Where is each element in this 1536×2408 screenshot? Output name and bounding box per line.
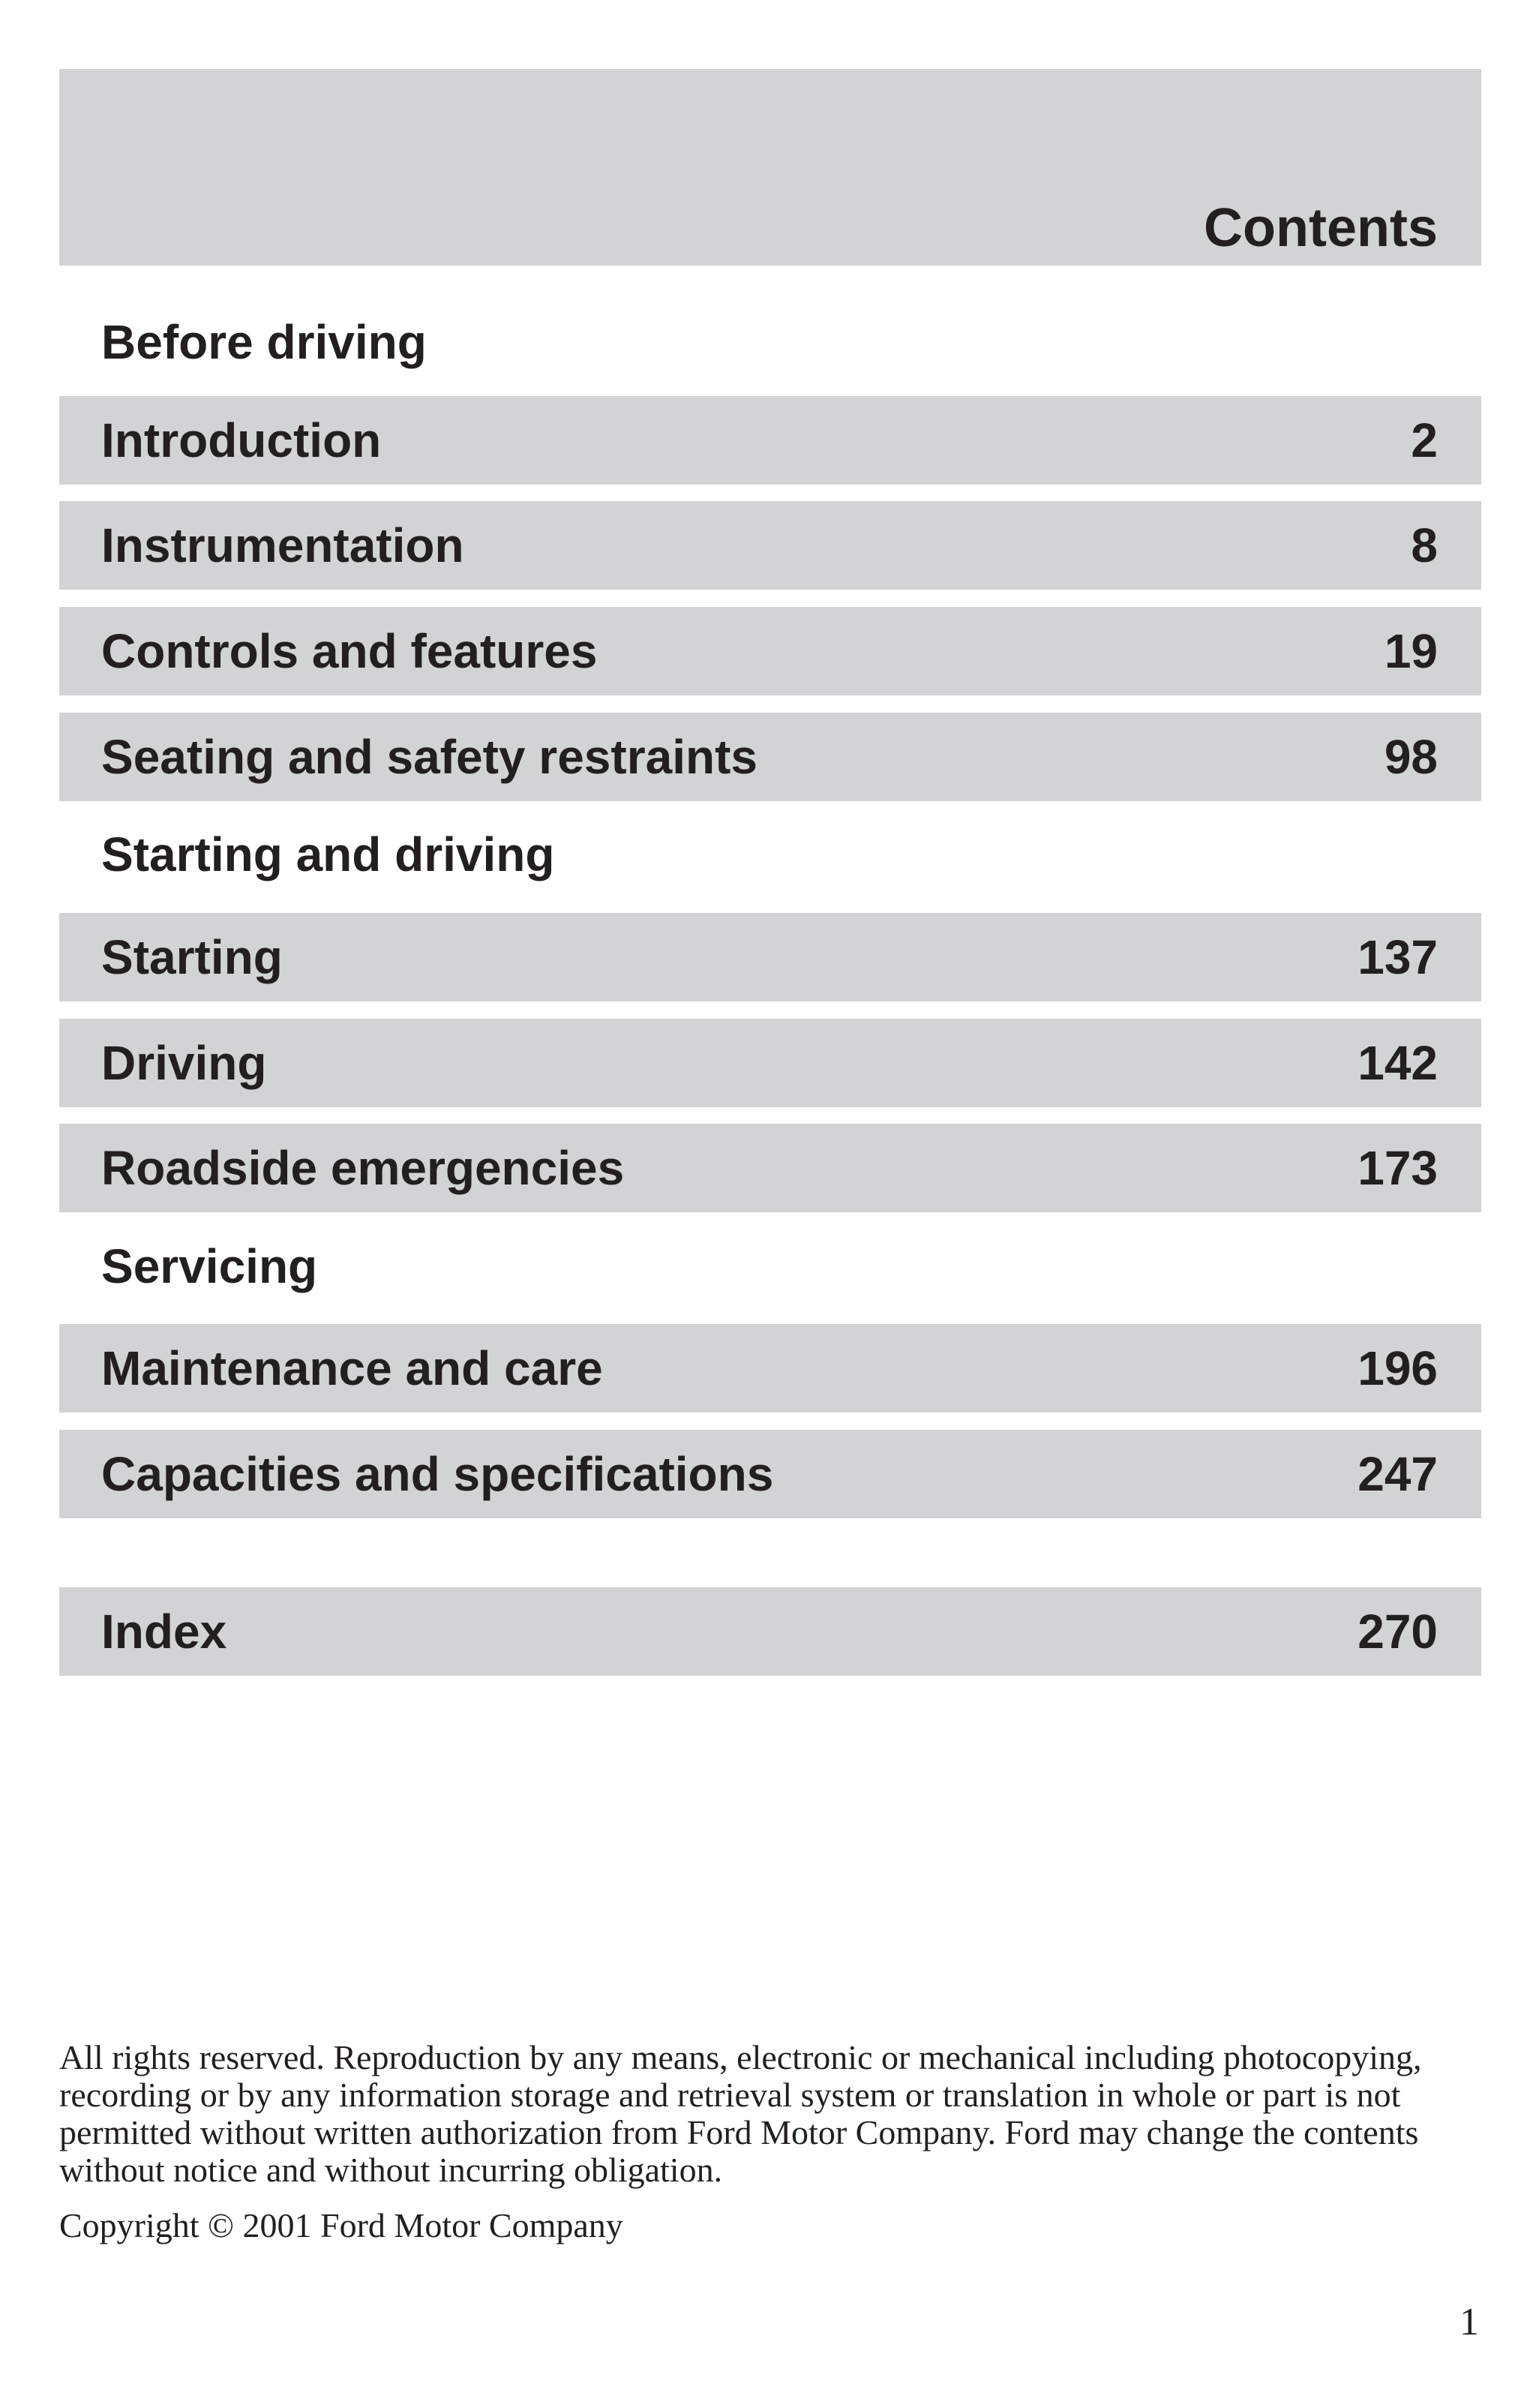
toc-entry-label: Driving — [101, 1036, 267, 1090]
toc-entry-page-number: 137 — [1358, 930, 1438, 984]
toc-entry-page-number: 173 — [1358, 1141, 1438, 1195]
toc-entry-page-number: 270 — [1358, 1605, 1438, 1659]
toc-entry-label: Seating and safety restraints — [101, 730, 758, 784]
toc-entry-label: Capacities and specifications — [101, 1447, 774, 1501]
toc-entry-label: Instrumentation — [101, 518, 464, 572]
toc-entry-page-number: 247 — [1358, 1447, 1438, 1501]
toc-entry-starting[interactable] — [59, 913, 1481, 1001]
toc-entry-index[interactable] — [59, 1587, 1481, 1676]
toc-entry-introduction[interactable] — [59, 396, 1481, 485]
section-heading-starting-and-driving: Starting and driving — [101, 827, 555, 881]
toc-entry-label: Index — [101, 1605, 227, 1659]
section-heading-before-driving: Before driving — [101, 315, 427, 369]
toc-entry-label: Starting — [101, 930, 283, 984]
toc-entry-page-number: 2 — [1411, 413, 1438, 467]
section-heading-servicing: Servicing — [101, 1239, 318, 1293]
toc-entry-controls-and-features[interactable] — [59, 607, 1481, 695]
legal-notice: All rights reserved. Reproduction by any means, electronic or mechanical including photocopying, recording or by any information storage and retrieval system or translation in whole or part is not permitted without written authorization from Ford Motor Company. Ford may change the contents without notice and without incurring obligation. — [59, 2038, 1422, 2189]
toc-entry-label: Introduction — [101, 413, 382, 467]
toc-entry-page-number: 142 — [1358, 1036, 1438, 1090]
toc-entry-instrumentation[interactable] — [59, 501, 1481, 590]
contents-header-band — [59, 69, 1481, 266]
page-number: 1 — [1460, 2301, 1479, 2343]
toc-entry-page-number: 98 — [1384, 730, 1438, 784]
toc-entry-maintenance-and-care[interactable] — [59, 1324, 1481, 1413]
toc-entry-capacities-and-specifications[interactable] — [59, 1430, 1481, 1518]
toc-entry-roadside-emergencies[interactable] — [59, 1124, 1481, 1212]
toc-entry-label: Controls and features — [101, 624, 598, 678]
toc-entry-label: Roadside emergencies — [101, 1141, 625, 1195]
toc-entry-label: Maintenance and care — [101, 1341, 603, 1395]
copyright-notice: Copyright © 2001 Ford Motor Company — [59, 2206, 623, 2244]
toc-entry-page-number: 8 — [1411, 518, 1438, 572]
toc-entry-page-number: 196 — [1358, 1341, 1438, 1395]
toc-entry-seating-and-safety-restraints[interactable] — [59, 713, 1481, 801]
page-title: Contents — [1204, 198, 1438, 258]
toc-entry-page-number: 19 — [1384, 624, 1438, 678]
toc-entry-driving[interactable] — [59, 1019, 1481, 1107]
